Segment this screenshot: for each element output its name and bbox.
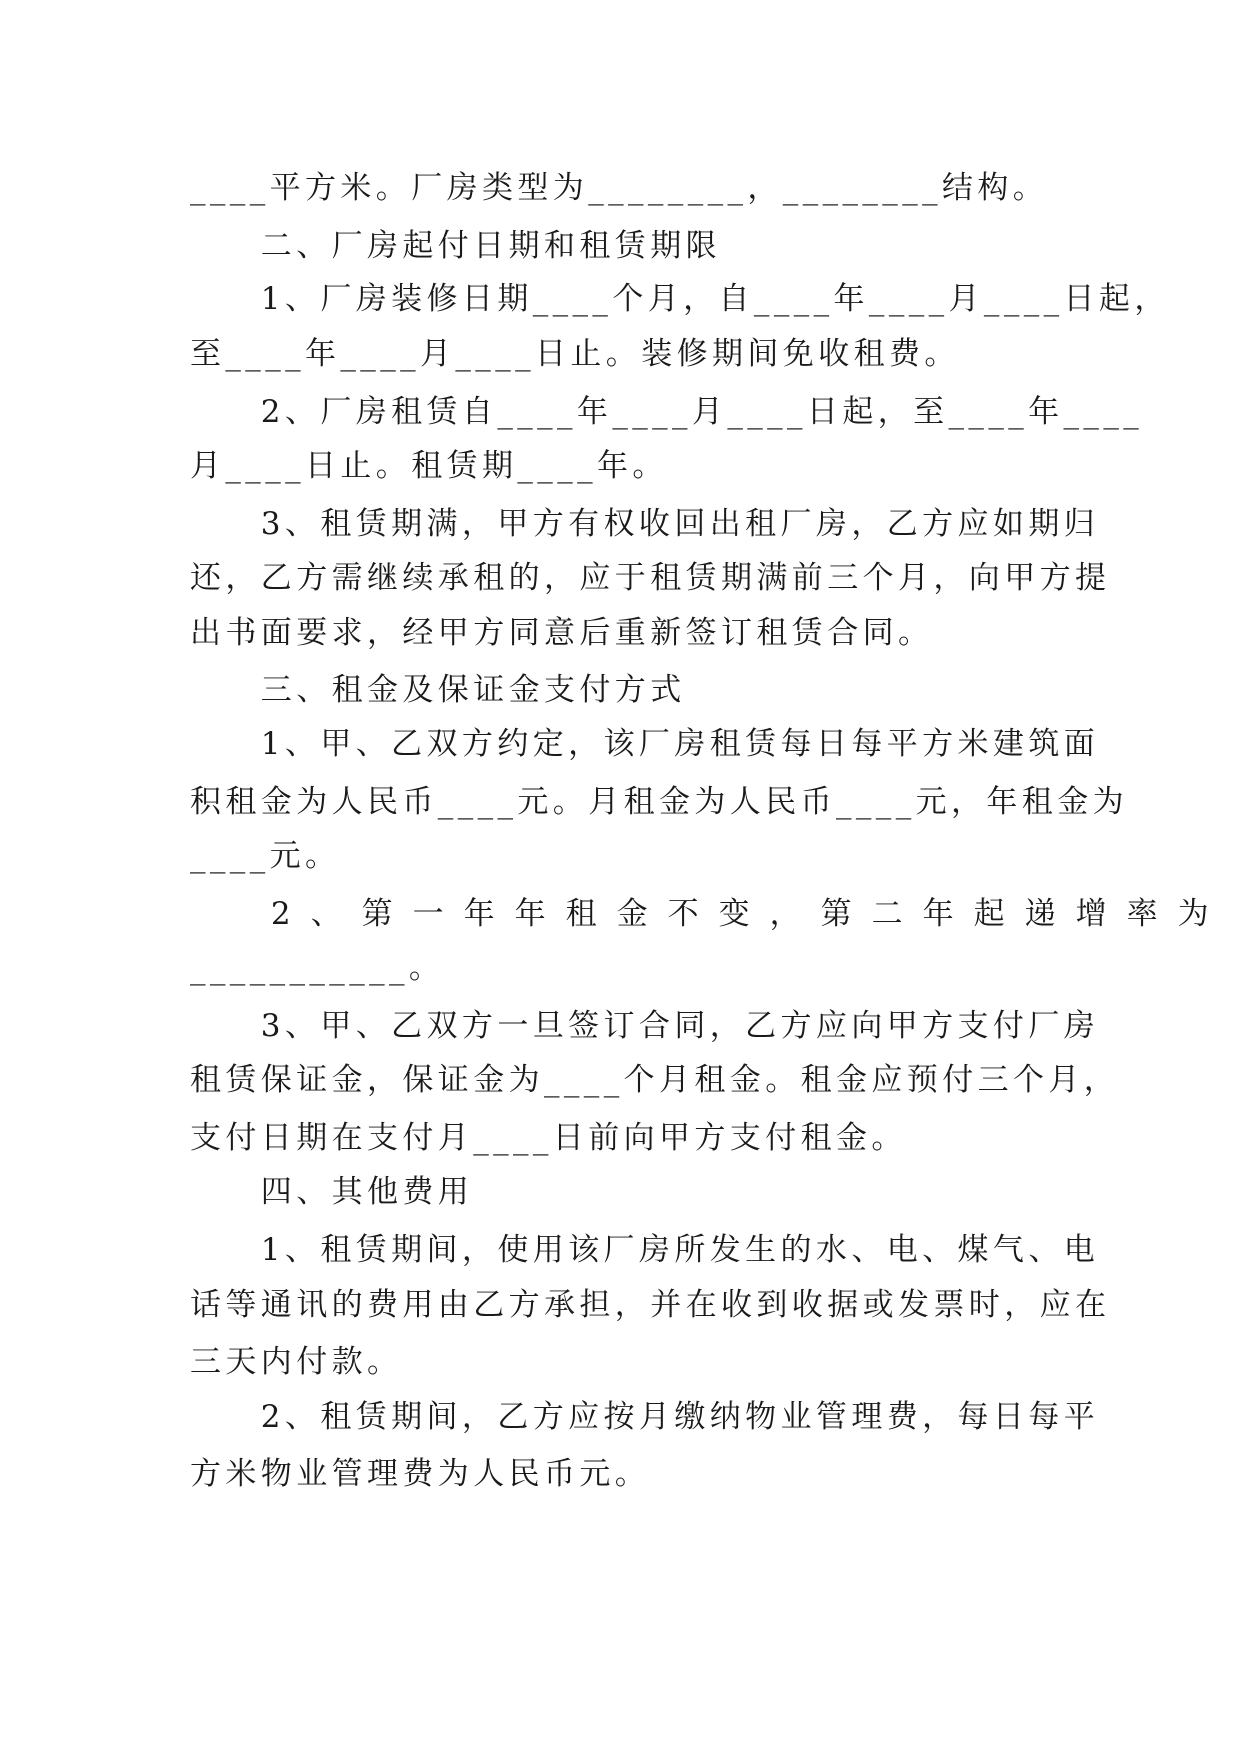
text-line: 1、甲、乙双方约定，该厂房租赁每日每平方米建筑面 [190,726,1100,762]
text-line: 话等通讯的费用由乙方承担，并在收到收据或发票时，应在 [190,1287,1111,1323]
text-line: 三天内付款。 [190,1344,403,1380]
text-line: ___________。 [190,950,445,986]
text-line: 月____日止。租赁期____年。 [190,448,668,484]
text-line: 3、甲、乙双方一旦签订合同，乙方应向甲方支付厂房 [190,1008,1100,1044]
text-line: 出书面要求，经甲方同意后重新签订租赁合同。 [190,615,934,651]
text-line: 还，乙方需继续承租的，应于租赁期满前三个月，向甲方提 [190,560,1111,596]
text-line: 积租金为人民币____元。月租金为人民币____元，年租金为 [190,784,1128,820]
text-line: 方米物业管理费为人民币元。 [190,1456,651,1492]
section-heading: 二、厂房起付日期和租赁期限 [190,228,721,264]
section-heading: 四、其他费用 [190,1174,474,1210]
text-line: 至____年____月____日止。装修期间免收租费。 [190,336,960,372]
text-line: 1、租赁期间，使用该厂房所发生的水、电、煤气、电 [190,1232,1100,1268]
text-line: ____平方米。厂房类型为________，________结构。 [190,170,1049,206]
text-line: 2、第一年年租金不变，第二年起递增率为 [190,896,1229,932]
text-line: 3、租赁期满，甲方有权收回出租厂房，乙方应如期归 [190,506,1100,542]
text-line: 支付日期在支付月____日前向甲方支付租金。 [190,1120,907,1156]
text-line: ____元。 [190,838,341,874]
section-heading: 三、租金及保证金支付方式 [190,672,686,708]
text-line: 1、厂房装修日期____个月，自____年____月____日起， [190,281,1170,317]
text-line: 租赁保证金，保证金为____个月租金。租金应预付三个月， [190,1062,1120,1098]
text-line: 2、厂房租赁自____年____月____日起，至____年____ [190,394,1144,430]
text-line: 2、租赁期间，乙方应按月缴纳物业管理费，每日每平 [190,1399,1100,1435]
